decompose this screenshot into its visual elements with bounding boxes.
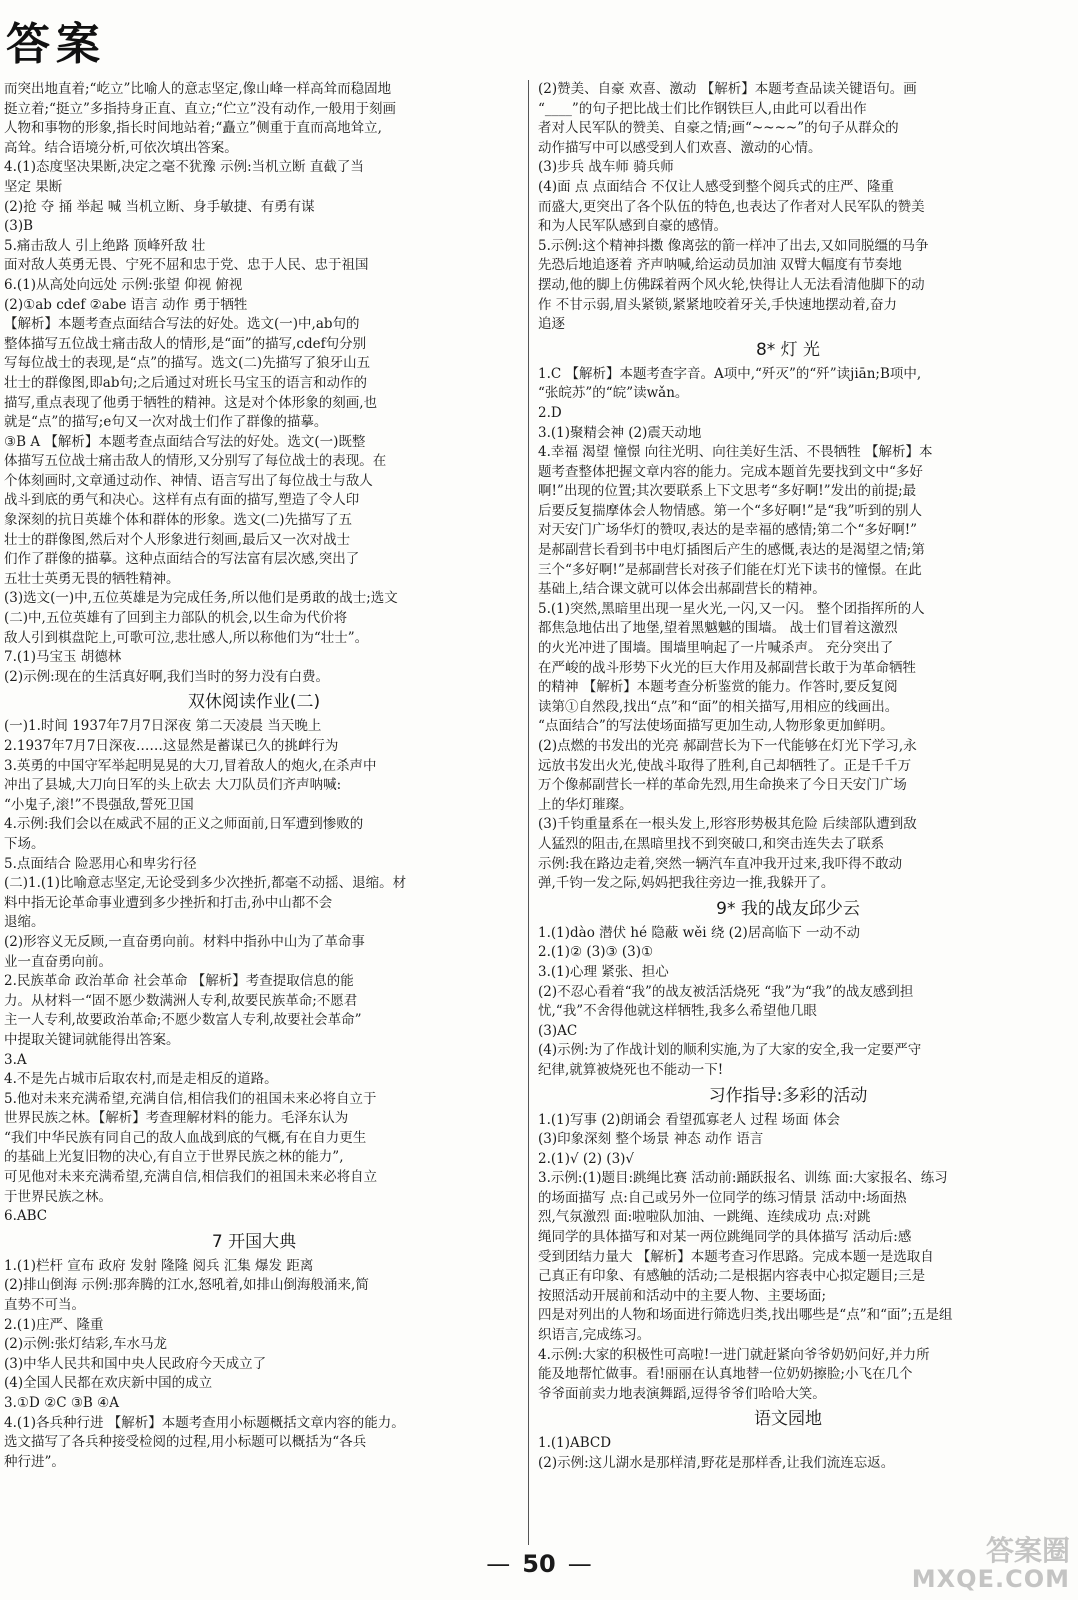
answer-line: 爷爷面前卖力地表演舞蹈,逗得爷爷们哈哈大笑。 xyxy=(538,1385,826,1402)
answer-line: (二)1.(1)比喻意志坚定,无论受到多少次挫折,都毫不动摇、退缩。材 xyxy=(4,875,407,892)
answer-line: 5.点面结合 险恶用心和卑劣行径 xyxy=(4,855,197,872)
answer-line: (3)AC xyxy=(538,1022,578,1039)
answer-line: 的火光冲进了围墙。围墙里响起了一片喊杀声。 充分突出了 xyxy=(538,640,894,657)
answer-line: 2.(1)√ (2) (3)√ xyxy=(538,1150,635,1167)
answer-line: 战斗到底的勇气和决心。这样有点有面的描写,塑造了令人印 xyxy=(4,492,360,509)
answer-line: 上的华灯璀璨。 xyxy=(538,796,633,813)
answer-line: 题考查整体把握文章内容的能力。完成本题首先要找到文中“多好 xyxy=(538,463,923,480)
answer-line: 4.示例:我们会以在威武不屈的正义之师面前,日军遭到惨败的 xyxy=(4,816,364,833)
answer-line: 的场面描写 点:自己或另外一位同学的练习情景 活动中:场面热 xyxy=(538,1189,907,1206)
answer-line: 作 不甘示弱,眉头紧锁,紧紧地咬着牙关,手快速地摆动着,奋力 xyxy=(538,296,897,313)
answer-line: 就是“点”的描写;e句又一次对战士们作了群像的描摹。 xyxy=(4,414,328,431)
answer-line: (2)示例:张灯结彩,车水马龙 xyxy=(4,1336,167,1353)
answer-line: (3)选文(一)中,五位英雄是为完成任务,所以他们是勇敢的战士;选文 xyxy=(4,590,398,607)
answer-line: (3)千钧重量系在一根头发上,形容形势极其危险 后续部队遭到敌 xyxy=(538,816,917,833)
answer-line: 五壮士英勇无畏的牺牲精神。 xyxy=(4,570,180,587)
answer-line: 3.英勇的中国守军举起明晃晃的大刀,冒着敌人的炮火,在杀声中 xyxy=(4,757,377,774)
answer-line: (2)形容义无反顾,一直奋勇向前。材料中指孙中山为了革命事 xyxy=(4,933,365,950)
answer-line: 3.(1)聚精会神 (2)震天动地 xyxy=(538,424,702,441)
answer-line: 远放书发出火光,使战斗取得了胜利,自己却牺牲了。正是千千万 xyxy=(538,757,912,774)
answer-line: 2.D xyxy=(538,404,562,421)
answer-line: 织语言,完成练习。 xyxy=(538,1327,651,1344)
answer-line: 3.示例:(1)题目:跳绳比赛 活动前:踊跃报名、训练 面:大家报名、练习 xyxy=(538,1170,948,1187)
answer-line: 烈,气氛激烈 面:啦啦队加油、一跳绳、连续成功 点:对跳 xyxy=(538,1209,871,1226)
answer-line: 1.(1)写事 (2)朗诵会 看望孤寡老人 过程 场面 体会 xyxy=(538,1111,841,1128)
answer-line: 6.(1)从高处向远处 示例:张望 仰视 俯视 xyxy=(4,276,243,293)
answer-line: 象深刻的抗日英雄个体和群体的形象。选文(二)先描写了五 xyxy=(4,512,353,529)
answer-line: 四是对列出的人物和场面进行筛选归类,找出哪些是“点”和“面”;五是组 xyxy=(538,1307,953,1324)
section-title: 8* 灯 光 xyxy=(755,339,821,360)
answer-line: “我们中华民族有同自己的敌人血战到底的气概,有在自力更生 xyxy=(4,1129,367,1146)
answer-line: (3)印象深刻 整个场景 神态 动作 语言 xyxy=(538,1131,764,1148)
answer-line: 示例:我在路边走着,突然一辆汽车直冲我开过来,我吓得不敢动 xyxy=(538,855,903,872)
page-number: — 50 — xyxy=(486,1550,592,1578)
answer-line: 7.(1)马宝玉 胡德林 xyxy=(4,649,122,666)
answer-line: 绳同学的具体描写和对某一两位跳绳同学的具体描写 活动后:感 xyxy=(538,1229,912,1246)
answer-line: 中提取关键词就能得出答案。 xyxy=(4,1031,180,1048)
answer-line: (2)赞美、自豪 欢喜、激动 【解析】本题考查品读关键语句。画 xyxy=(538,81,917,97)
answer-line: 者对人民军队的赞美、自豪之情;画“~~~~”的句子从群众的 xyxy=(538,120,899,137)
answer-line: 种行进”。 xyxy=(4,1453,65,1470)
answer-line: 后要反复揣摩体会人物情感。第一个“多好啊!”是“我”听到的别人 xyxy=(538,502,923,519)
answer-line: 1.(1)栏杆 宣布 政府 发射 隆隆 阅兵 汇集 爆发 距离 xyxy=(4,1257,314,1274)
answer-line: 都焦急地估出了地堡,望着黑魆魆的围墙。 战士们冒着这激烈 xyxy=(538,620,898,637)
answer-line: 人猛烈的阻击,在黑暗里找不到突破口,和突击连失去了联系 xyxy=(538,835,885,852)
answer-line: (3)B xyxy=(4,218,34,235)
answer-line: 2.(1)庄严、隆重 xyxy=(4,1316,104,1333)
answer-line: 3.(1)心理 紧张、担心 xyxy=(538,963,669,980)
answer-line: 冲出了县城,大刀向日军的头上砍去 大刀队员们齐声呐喊: xyxy=(4,777,342,794)
page-number-value: 50 xyxy=(522,1550,556,1578)
answer-line: 整体描写五位战士痛击敌人的情形,是“面”的描写,cdef句分别 xyxy=(4,335,367,352)
answer-line: 万个像郝副营长一样的革命先烈,用生命换来了今日天安门广场 xyxy=(538,777,907,794)
answer-line: 而突出地直着;“屹立”比喻人的意志坚定,像山峰一样高耸而稳固地 xyxy=(4,81,392,97)
answer-line: 4.不是先占城市后取农村,而是走相反的道路。 xyxy=(4,1071,278,1088)
answer-line: 4.示例:大家的积极性可高啦!一进门就赶紧向爷爷奶奶问好,并力所 xyxy=(538,1346,930,1363)
answer-line: 6.ABC xyxy=(4,1208,48,1225)
answer-line: 先恐后地追逐着 齐声呐喊,给运动员加油 双臂大幅度有节奏地 xyxy=(538,257,902,274)
answer-line: 摆动,他的脚上仿佛踩着两个风火轮,快得让人无法看清他脚下的动 xyxy=(538,276,925,293)
answer-line: 选文描写了各兵种接受检阅的过程,用小标题可以概括为“各兵 xyxy=(4,1434,367,1451)
answer-line: 5.(1)突然,黑暗里出现一星火光,一闪,又一闪。 整个团指挥所的人 xyxy=(538,600,925,617)
answer-line: 下场。 xyxy=(4,835,45,852)
answer-line: 敌人引到棋盘陀上,可歌可泣,悲壮感人,所以称他们为“壮士”。 xyxy=(4,629,369,646)
answer-line: 2.民族革命 政治革命 社会革命 【解析】考查提取信息的能 xyxy=(4,973,354,990)
answer-line: 是郝副营长看到书中电灯插图后产生的感慨,表达的是渴望之情;第 xyxy=(538,542,925,559)
answer-line: 主一人专利,故要政治革命;不愿少数富人专利,故要社会革命” xyxy=(4,1012,362,1029)
answer-line: (2)点燃的书发出的光亮 郝副营长为下一代能够在灯光下学习,永 xyxy=(538,738,917,754)
answer-line: 挺立着;“挺立”多指持身正直、直立;“伫立”没有动作,一般用于刻画 xyxy=(4,100,396,117)
answer-line: 料中指无论革命事业遭到多少挫折和打击,孙中山都不会 xyxy=(4,894,333,911)
answer-line: “小鬼子,滚!”不畏强敌,誓死卫国 xyxy=(4,796,194,813)
answer-line: (2)排山倒海 示例:那奔腾的江水,怒吼着,如排山倒海般涌来,简 xyxy=(4,1277,369,1294)
answer-line: 4.(1)各兵种行进 【解析】本题考查用小标题概括文章内容的能力。 xyxy=(4,1414,405,1431)
answer-line: 坚定 果断 xyxy=(4,178,63,195)
answer-line: 在严峻的战斗形势下火光的巨大作用及郝副营长敢于为革命牺牲 xyxy=(538,659,916,676)
answer-line: 3.①D ②C ③B ④A xyxy=(4,1395,119,1411)
answer-line: (4)全国人民都在欢庆新中国的成立 xyxy=(4,1375,213,1392)
answer-line: “点面结合”的写法使场面描写更加生动,人物形象更加鲜明。 xyxy=(538,718,894,735)
answer-line: 写每位战士的表现,是“点”的描写。选文(二)先描写了狼牙山五 xyxy=(4,355,371,372)
left-column xyxy=(4,80,504,1472)
answer-line: 人物和事物的形象,指长时间地站着;“矗立”侧重于直而高地耸立, xyxy=(4,120,382,137)
answer-line: 描写,重点表现了他勇于牺牲的精神。这是对个体形象的刻画,也 xyxy=(4,394,378,411)
answer-line: (2)抢 夺 捅 举起 喊 当机立断、身手敏捷、有勇有谋 xyxy=(4,198,315,215)
answer-line: (4)示例:为了作战计划的顺利实施,为了大家的安全,我一定要严守 xyxy=(538,1042,922,1059)
answer-line: 啊!”出现的位置;其次要联系上下文思考“多好啊!”发出的前提;最 xyxy=(538,483,917,500)
answer-line: 弹,千钧一发之际,妈妈把我往旁边一推,我躲开了。 xyxy=(538,875,835,892)
section-title: 9* 我的战友邱少云 xyxy=(716,898,860,919)
answer-line: 2.(1)② (3)③ (3)① xyxy=(538,944,654,961)
answer-line: “张皖苏”的“皖”读wǎn。 xyxy=(538,385,689,402)
answer-line: 力。从材料一“固不愿少数满洲人专利,故要民族革命;不愿君 xyxy=(4,992,358,1009)
answer-line: 忧,“我”不舍得他就这样牺牲,我多么希望他几眼 xyxy=(538,1003,817,1020)
answer-line: 纪律,就算被烧死也不能动一下! xyxy=(538,1061,724,1078)
answer-line: 的精神 【解析】本题考查分析鉴赏的能力。作答时,要反复阅 xyxy=(538,679,898,696)
answer-line: 面对敌人英勇无畏、宁死不屈和忠于党、忠于人民、忠于祖国 xyxy=(4,257,369,274)
answer-line: 1.(1)dào 潜伏 hé 隐蔽 wěi 绕 (2)居高临下 一动不动 xyxy=(538,924,861,941)
answer-line: 可见他对未来充满希望,充满自信,相信我们的祖国未来必将自立 xyxy=(4,1169,378,1186)
page-title: 答案 xyxy=(6,19,106,70)
section-title: 双休阅读作业(二) xyxy=(187,692,321,713)
answer-line: 5.他对未来充满希望,充满自信,相信我们的祖国未来必将自立于 xyxy=(4,1090,377,1107)
answer-line: 高耸。结合语境分析,可依次填出答案。 xyxy=(4,139,238,156)
answer-line: ③B A 【解析】本题考查点面结合写法的好处。选文(一)既整 xyxy=(4,433,366,450)
column-divider xyxy=(528,80,529,1545)
answer-line: 对天安门广场华灯的赞叹,表达的是幸福的感情;第二个“多好啊!” xyxy=(538,522,918,539)
answer-line: 4.(1)态度坚决果断,决定之毫不犹豫 示例:当机立断 直截了当 xyxy=(4,159,364,176)
watermark-logo xyxy=(912,1536,1070,1592)
answer-line: 5.痛击敌人 引上绝路 顶峰歼敌 壮 xyxy=(4,237,206,254)
answer-line: 2.1937年7月7日深夜……这显然是蓄谋已久的挑衅行为 xyxy=(4,738,339,754)
answer-line: (3)步兵 战车师 骑兵师 xyxy=(538,159,674,176)
answer-line: 己真正有印象、有感触的活动;二是根据内容表中心拟定题目;三是 xyxy=(538,1268,926,1285)
answer-line: 壮士的群像图,然后对个人形象进行刻画,最后又一次对战士 xyxy=(4,531,351,548)
answer-line: 直势不可当。 xyxy=(4,1297,85,1314)
right-column xyxy=(538,80,1038,1474)
answer-line: 和为人民军队感到自豪的感情。 xyxy=(538,218,727,235)
watermark-line1: 答案圈 xyxy=(985,1534,1070,1567)
answer-line: 5.示例:这个精神抖擞 像离弦的箭一样冲了出去,又如同脱缰的马争 xyxy=(538,237,929,254)
answer-line: 个体刻画时,文章通过动作、神情、语言写出了每位战士与敌人 xyxy=(4,472,373,489)
answer-line: (2)示例:这儿湖水是那样清,野花是那样香,让我们流连忘返。 xyxy=(538,1455,895,1471)
answer-line: 受到团结力量大 【解析】本题考查习作思路。完成本题一是选取自 xyxy=(538,1248,934,1265)
section-title: 7 开国大典 xyxy=(211,1231,297,1252)
answer-line: 基础上,结合课文就可以体会出郝副营长的精神。 xyxy=(538,581,826,598)
answer-line: “____”的句子把比战士们比作钢铁巨人,由此可以看出作 xyxy=(538,100,867,117)
answer-line: 壮士的群像图,即ab句;之后通过对班长马宝玉的语言和动作的 xyxy=(4,374,368,391)
answer-line: 的基础上光复旧物的决心,有自立于世界民族之林的能力”, xyxy=(4,1149,344,1166)
answer-line: 退缩。 xyxy=(4,914,45,931)
answer-line: 读第①自然段,找出“点”和“面”的相关描写,用相应的线画出。 xyxy=(538,698,899,715)
section-title: 习作指导:多彩的活动 xyxy=(708,1085,868,1106)
answer-line: 们作了群像的描摹。这种点面结合的写法富有层次感,突出了 xyxy=(4,551,360,568)
answer-line: (4)面 点 点面结合 不仅让人感受到整个阅兵式的庄严、隆重 xyxy=(538,178,894,195)
answer-line: 三个“多好啊!”是郝副营长对孩子们能在灯光下读书的憧憬。在此 xyxy=(538,561,922,578)
answer-line: (2)①ab cdef ②abe 语言 动作 勇于牺牲 xyxy=(4,296,248,313)
answer-line: 而盛大,更突出了各个队伍的特色,也表达了作者对人民军队的赞美 xyxy=(538,198,925,215)
answer-line: 1.C 【解析】本题考查字音。A项中,“歼灭”的“歼”读jiān;B项中, xyxy=(538,365,922,382)
answer-line: 世界民族之林。【解析】考查理解材料的能力。毛泽东认为 xyxy=(4,1110,349,1127)
answer-line: 3.A xyxy=(4,1051,27,1068)
answer-line: (2)不忍心看着“我”的战友被活活烧死 “我”为“我”的战友感到担 xyxy=(538,983,914,1000)
answer-line: 追逐 xyxy=(538,316,565,333)
answer-line: 【解析】本题考查点面结合写法的好处。选文(一)中,ab句的 xyxy=(4,316,360,333)
answer-line: (一)1.时间 1937年7月7日深夜 第二天凌晨 当天晚上 xyxy=(4,718,322,735)
answer-line: 业一直奋勇向前。 xyxy=(4,953,112,970)
answer-line: (二)中,五位英雄有了回到主力部队的机会,以生命为代价将 xyxy=(4,610,348,627)
section-title: 语文园地 xyxy=(754,1409,822,1430)
watermark-line2: MXQE.COM xyxy=(911,1565,1070,1593)
answer-line: (2)示例:现在的生活真好啊,我们当时的努力没有白费。 xyxy=(4,668,329,685)
answer-line: 1.(1)ABCD xyxy=(538,1435,612,1452)
answer-line: 体描写五位战士痛击敌人的情形,又分别写了每位战士的表现。在 xyxy=(4,453,387,470)
answer-line: 按照活动开展前和活动中的主要人物、主要场面; xyxy=(538,1287,827,1304)
answer-line: 4.幸福 渴望 憧憬 向往光明、向往美好生活、不畏牺牲 【解析】本 xyxy=(538,444,933,461)
answer-line: (3)中华人民共和国中央人民政府今天成立了 xyxy=(4,1355,267,1372)
answer-line: 动作描写中可以感受到人们欢喜、激动的心情。 xyxy=(538,139,822,156)
answer-line: 能及地帮忙做事。看!丽丽在认真地替一位奶奶擦脸;小飞在几个 xyxy=(538,1366,913,1383)
answer-line: 于世界民族之林。 xyxy=(4,1188,112,1205)
